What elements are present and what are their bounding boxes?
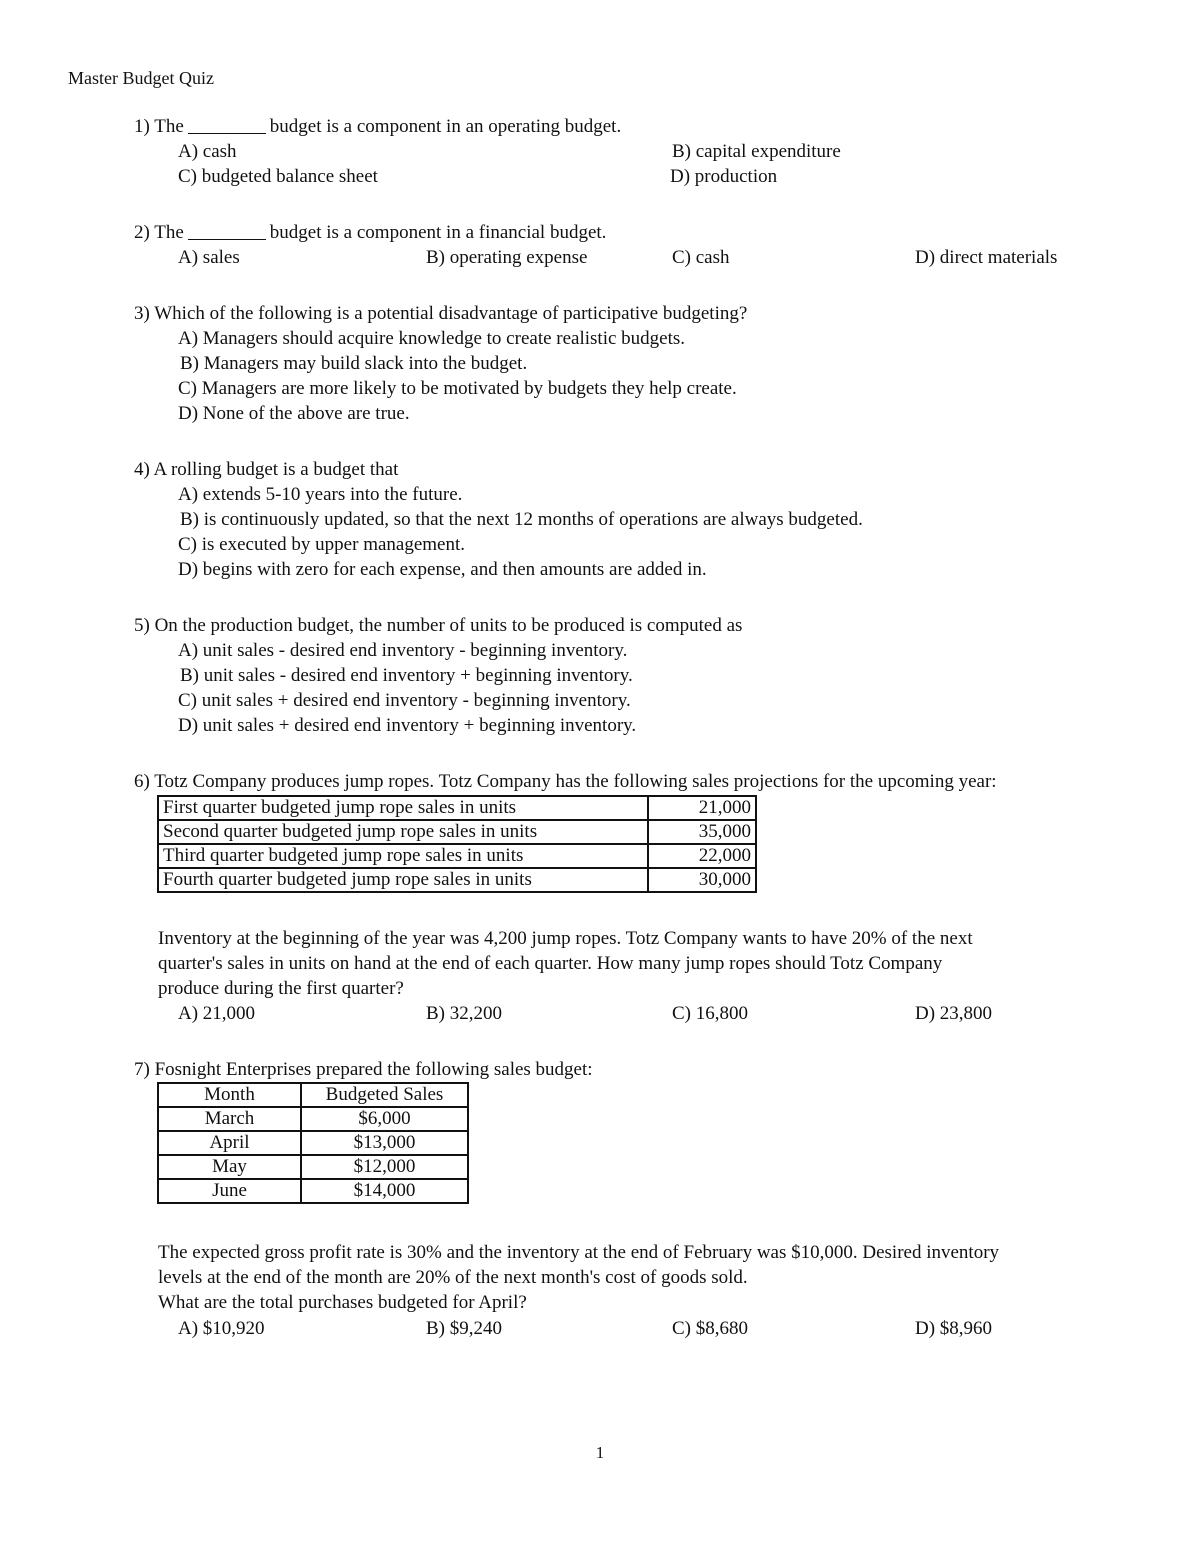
q1-option-a: A) cash bbox=[178, 141, 237, 162]
q4-option-c: C) is executed by upper management. bbox=[178, 534, 466, 555]
q1-option-d: D) production bbox=[670, 166, 778, 187]
question-7-stem: 7) Fosnight Enterprises prepared the following sales budget: bbox=[134, 1059, 593, 1080]
table-row bbox=[158, 1131, 468, 1155]
question-4-stem: 4) A rolling budget is a budget that bbox=[134, 459, 399, 480]
q7-option-a: A) $10,920 bbox=[178, 1318, 265, 1339]
q4-option-a: A) extends 5-10 years into the future. bbox=[178, 484, 463, 505]
table-row bbox=[158, 1179, 468, 1203]
q5-option-b: B) unit sales - desired end inventory + beginning inventory. bbox=[180, 665, 633, 686]
sales-projection-table bbox=[157, 795, 757, 893]
table-cell: Second quarter budgeted jump rope sales in units bbox=[158, 820, 648, 844]
q1-option-c: C) budgeted balance sheet bbox=[178, 166, 378, 187]
table-cell: 30,000 bbox=[648, 868, 756, 892]
q7-option-d: D) $8,960 bbox=[915, 1318, 993, 1339]
table-cell: June bbox=[158, 1179, 301, 1203]
q5-option-a: A) unit sales - desired end inventory - beginning inventory. bbox=[178, 640, 628, 661]
column-header: Budgeted Sales bbox=[301, 1083, 468, 1107]
q5-option-c: C) unit sales + desired end inventory - beginning inventory. bbox=[178, 690, 631, 711]
page-number: 1 bbox=[595, 1443, 605, 1462]
question-number: 2) bbox=[134, 222, 150, 243]
column-header: Month bbox=[158, 1083, 301, 1107]
table-header-row bbox=[158, 1083, 468, 1107]
q2-option-d: D) direct materials bbox=[915, 247, 1058, 268]
q7-paragraph-line: The expected gross profit rate is 30% and the inventory at the end of February was $10,000. Desired inventory bbox=[158, 1242, 1000, 1263]
table-cell: 22,000 bbox=[648, 844, 756, 868]
q2-option-b: B) operating expense bbox=[426, 247, 588, 268]
q3-option-d: D) None of the above are true. bbox=[178, 403, 410, 424]
document-title: Master Budget Quiz bbox=[68, 68, 214, 88]
table-cell: 35,000 bbox=[648, 820, 756, 844]
q2-option-a: A) sales bbox=[178, 247, 240, 268]
table-cell: $6,000 bbox=[301, 1107, 468, 1131]
q4-option-d: D) begins with zero for each expense, and then amounts are added in. bbox=[178, 559, 707, 580]
table-row bbox=[158, 820, 756, 844]
q5-option-d: D) unit sales + desired end inventory + beginning inventory. bbox=[178, 715, 637, 736]
q6-paragraph-line: quarter's sales in units on hand at the end of each quarter. How many jump ropes should Totz Company bbox=[158, 953, 943, 974]
question-6-stem: 6) Totz Company produces jump ropes. Totz Company has the following sales projections for the upcoming year: bbox=[134, 771, 997, 792]
q3-option-c: C) Managers are more likely to be motivated by budgets they help create. bbox=[178, 378, 737, 399]
q7-option-c: C) $8,680 bbox=[672, 1318, 748, 1339]
q4-option-b: B) is continuously updated, so that the next 12 months of operations are always budgeted. bbox=[180, 509, 863, 530]
question-1-stem bbox=[134, 114, 621, 139]
q6-option-c: C) 16,800 bbox=[672, 1003, 748, 1024]
table-cell: First quarter budgeted jump rope sales in units bbox=[158, 796, 648, 820]
question-5-stem: 5) On the production budget, the number of units to be produced is computed as bbox=[134, 615, 743, 636]
stem-prefix: The bbox=[154, 116, 184, 137]
q7-paragraph-line: levels at the end of the month are 20% of the next month's cost of goods sold. bbox=[158, 1267, 748, 1288]
stem-prefix: The bbox=[154, 222, 184, 243]
fill-blank bbox=[188, 223, 266, 240]
q6-option-b: B) 32,200 bbox=[426, 1003, 502, 1024]
q3-option-b: B) Managers may build slack into the budget. bbox=[180, 353, 528, 374]
question-2-stem bbox=[134, 220, 606, 245]
stem-suffix: budget is a component in an operating budget. bbox=[269, 116, 622, 137]
question-number: 1) bbox=[134, 116, 150, 137]
question-3-stem: 3) Which of the following is a potential disadvantage of participative budgeting? bbox=[134, 303, 748, 324]
table-cell: Fourth quarter budgeted jump rope sales in units bbox=[158, 868, 648, 892]
table-cell: April bbox=[158, 1131, 301, 1155]
q1-option-b: B) capital expenditure bbox=[672, 141, 841, 162]
table-cell: $12,000 bbox=[301, 1155, 468, 1179]
q6-paragraph-line: produce during the first quarter? bbox=[158, 978, 404, 999]
table-row bbox=[158, 796, 756, 820]
q2-option-c: C) cash bbox=[672, 247, 730, 268]
q3-option-a: A) Managers should acquire knowledge to create realistic budgets. bbox=[178, 328, 686, 349]
q6-paragraph-line: Inventory at the beginning of the year was 4,200 jump ropes. Totz Company wants to have 20% of the next bbox=[158, 928, 973, 949]
table-row bbox=[158, 1107, 468, 1131]
q7-option-b: B) $9,240 bbox=[426, 1318, 502, 1339]
table-row bbox=[158, 868, 756, 892]
fill-blank bbox=[188, 117, 266, 134]
table-cell: March bbox=[158, 1107, 301, 1131]
table-cell: 21,000 bbox=[648, 796, 756, 820]
q6-option-d: D) 23,800 bbox=[915, 1003, 993, 1024]
q6-option-a: A) 21,000 bbox=[178, 1003, 256, 1024]
table-row bbox=[158, 1155, 468, 1179]
table-row bbox=[158, 844, 756, 868]
q7-paragraph-line: What are the total purchases budgeted for April? bbox=[158, 1292, 527, 1313]
table-cell: $14,000 bbox=[301, 1179, 468, 1203]
table-cell: May bbox=[158, 1155, 301, 1179]
table-cell: $13,000 bbox=[301, 1131, 468, 1155]
table-cell: Third quarter budgeted jump rope sales in units bbox=[158, 844, 648, 868]
sales-budget-table bbox=[157, 1082, 469, 1204]
stem-suffix: budget is a component in a financial budget. bbox=[269, 222, 607, 243]
